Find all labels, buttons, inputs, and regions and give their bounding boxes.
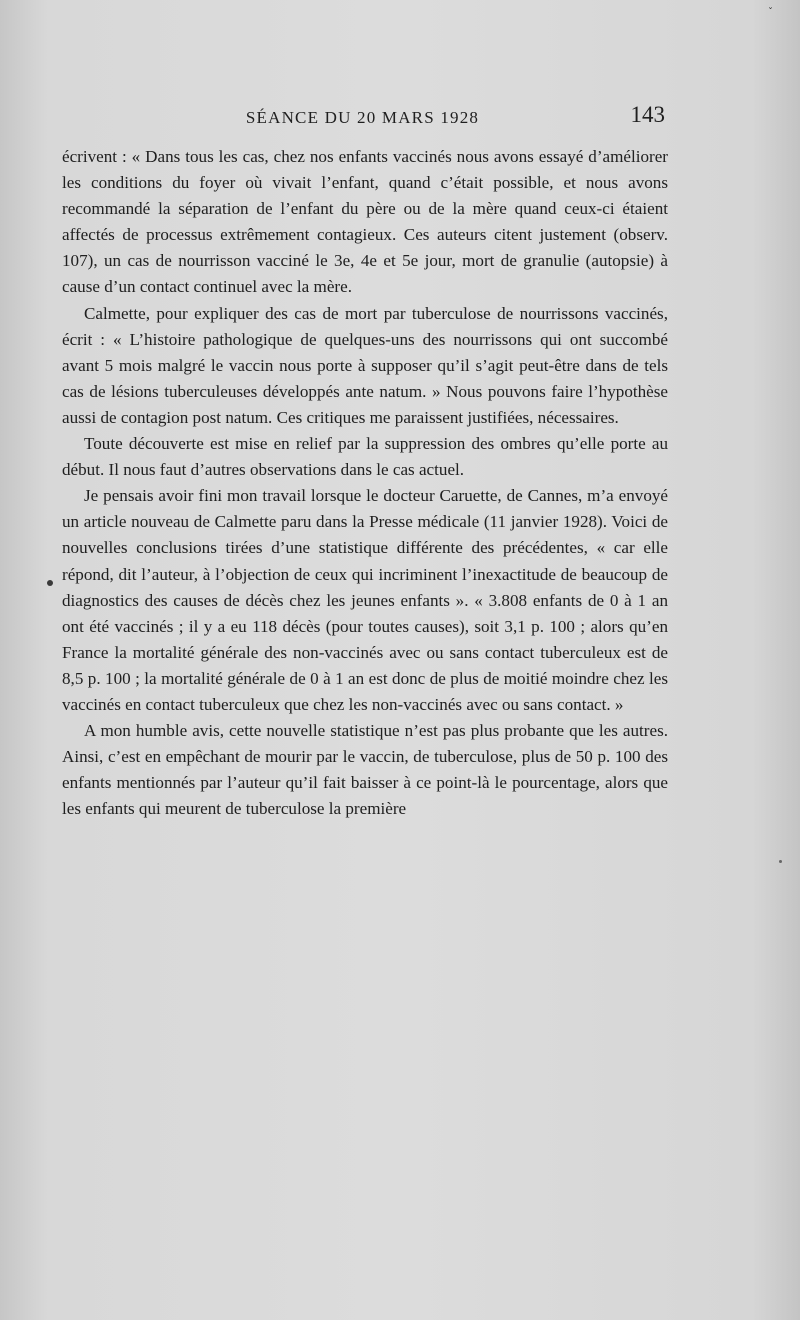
paragraph-5: A mon humble avis, cette nouvelle statistique n’est pas plus probante que les autres. Ainsi, c’est en empêchant de mourir par le vaccin, de tuberculose, plus de 50 p. 100 des enfants mentionnés par l’auteur qu’il fait baisser à ce point-là le pourcentage, alors que les enfants qui meurent de tuberculose la première [62, 721, 668, 819]
body-text [62, 144, 668, 822]
paragraph-4: Je pensais avoir fini mon travail lorsque le docteur Caruette, de Cannes, m’a envoyé un article nouveau de Calmette paru dans la Presse médicale (11 janvier 1928). Voici de nouvelles conclusions tirées d’une statistique différente des précédentes, « car elle répond, dit l’auteur, à l’objection de ceux qui incriminent l’inexactitude de beaucoup de diagnostics des causes de décès chez les jeunes enfants ». « 3.808 enfants de 0 à 1 an ont été vaccinés ; il y a eu 118 décès (pour toutes causes), soit 3,1 p. 100 ; alors qu’en France la mortalité générale des non-vaccinés avec ou sans contact tuberculeux est de 8,5 p. 100 ; la mortalité générale de 0 à 1 an est donc de plus de moitié moindre chez les vaccinés en contact tuberculeux que chez les non-vaccinés avec ou sans contact. » [62, 486, 668, 714]
paragraph-2: Calmette, pour expliquer des cas de mort par tuberculose de nourrissons vaccinés, écrit : « L’histoire pathologique de quelques-uns des nourrissons qui ont succombé avant 5 mois malgré le vaccin nous porte à supposer qu’il s’agit peut-être dans de tels cas de lésions tuberculeuses développés ante natum. » Nous pouvons faire l’hypothèse aussi de contagion post natum. Ces critiques me paraissent justifiées, nécessaires. [62, 303, 668, 427]
margin-dot [47, 580, 53, 586]
running-head: SÉANCE DU 20 MARS 1928 [245, 108, 480, 127]
page-header [60, 100, 665, 134]
paragraph-3: Toute découverte est mise en relief par la suppression des ombres qu’elle porte au début. Il nous faut d’autres observations dans le cas actuel. [62, 434, 668, 480]
page-number: 143 [630, 102, 665, 127]
scan-speck-mark: ˇ [768, 7, 773, 18]
paragraph-1: écrivent : « Dans tous les cas, chez nos enfants vaccinés nous avons essayé d’améliorer les conditions du foyer où vivait l’enfant, quand c’était possible, et nous avons recommandé la séparation de l’enfant du père ou de la mère quand ceux-ci étaient affectés de processus extrêmement contagieux. Ces auteurs citent justement (observ. 107), un cas de nourrisson vacciné le 3e, 4e et 5e jour, mort de granulie (autopsie) à cause d’un contact continuel avec la mère. [62, 147, 668, 297]
margin-speck [779, 860, 782, 863]
